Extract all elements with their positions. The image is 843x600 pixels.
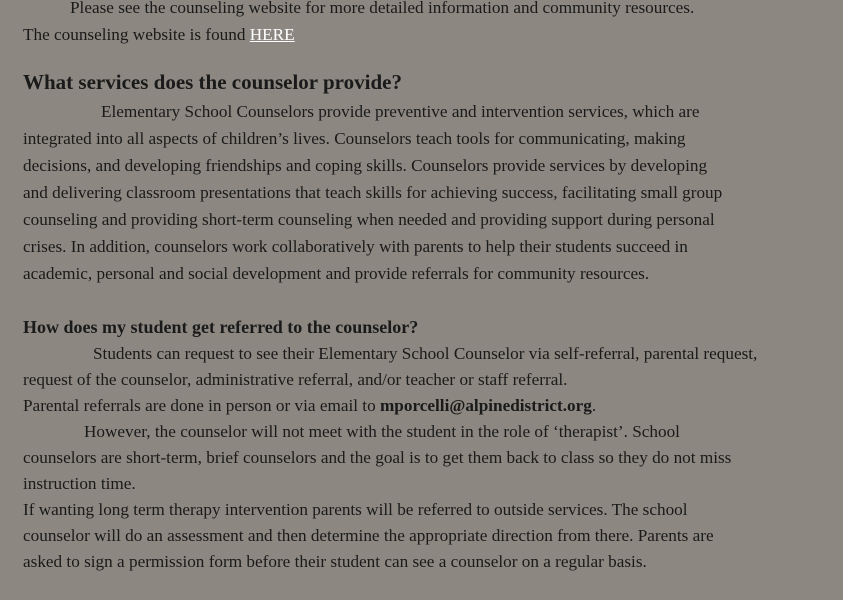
parental-referral-period: . xyxy=(591,396,597,415)
therapist-line: However, the counselor will not meet with the student in the role of ‘therapist’. School xyxy=(84,422,680,441)
long-term-line: counselor will do an assessment and then determine the appropriate direction from there. Parents are xyxy=(23,526,714,545)
counseling-website-link[interactable]: HERE xyxy=(249,25,295,44)
document-page xyxy=(23,0,823,575)
section-heading-services: What services does the counselor provide? xyxy=(23,70,402,94)
services-line: and delivering classroom presentations that teach skills for achieving success, facilitating small group xyxy=(23,183,723,202)
long-term-line: If wanting long term therapy intervention parents will be referred to outside services. The school xyxy=(23,500,688,519)
intro-line-1: Please see the counseling website for more detailed information and community resources. xyxy=(70,0,695,17)
services-line: counseling and providing short-term counseling when needed and providing support during personal xyxy=(23,210,715,229)
intro-line-2-text: The counseling website is found xyxy=(23,25,250,44)
services-paragraph xyxy=(23,98,823,287)
services-line: crises. In addition, counselors work collaboratively with parents to help their students succeed in xyxy=(23,237,688,256)
services-line: decisions, and developing friendships and coping skills. Counselors provide services by developing xyxy=(23,156,708,175)
therapist-line: counselors are short-term, brief counselors and the goal is to get them back to class so they do not miss xyxy=(23,448,732,467)
parental-referral-line xyxy=(23,393,823,419)
section-heading-referral: How does my student get referred to the counselor? xyxy=(23,317,419,337)
counselor-email[interactable]: mporcelli@alpinedistrict.org xyxy=(379,396,592,415)
referral-line: request of the counselor, administrative referral, and/or teacher or staff referral. xyxy=(23,370,568,389)
intro-line-2 xyxy=(23,21,823,48)
intro-paragraph xyxy=(23,0,823,48)
services-line: integrated into all aspects of children’s lives. Counselors teach tools for communicating, making xyxy=(23,129,686,148)
referral-paragraph xyxy=(23,341,823,575)
services-line: Elementary School Counselors provide preventive and intervention services, which are xyxy=(101,102,700,121)
services-line: academic, personal and social development and provide referrals for community resources. xyxy=(23,264,650,283)
referral-line: Students can request to see their Elementary School Counselor via self-referral, parental request, xyxy=(93,344,758,363)
therapist-line: instruction time. xyxy=(23,474,136,493)
parental-referral-text: Parental referrals are done in person or via email to xyxy=(23,396,380,415)
long-term-line: asked to sign a permission form before their student can see a counselor on a regular basis. xyxy=(23,552,647,571)
